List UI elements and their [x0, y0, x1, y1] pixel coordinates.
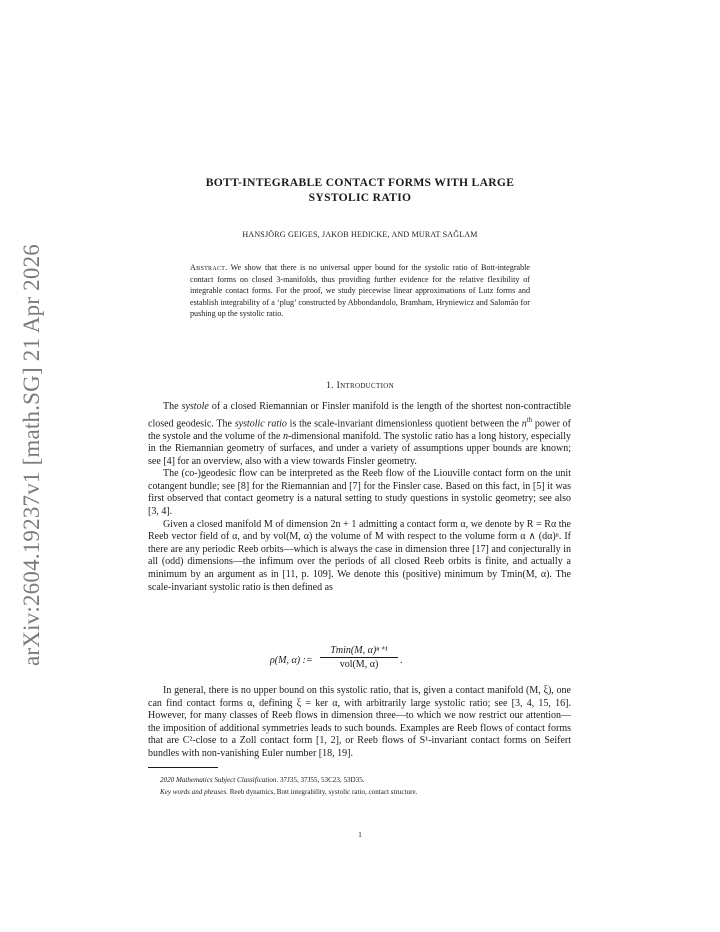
author-list: HANSJÖRG GEIGES, JAKOB HEDICKE, AND MURAT SAĞLAM [242, 230, 478, 239]
arxiv-identifier: arXiv:2604.19237v1 [math.SG] 21 Apr 2026 [19, 244, 44, 666]
abstract-text: We show that there is no universal upper bound for the systolic ratio of Bott-integrable contact forms on closed 3-manifolds, thus providing further evidence for the relative flexibility of integrable contact forms. For the proof, we study piecewise linear approximations of Lutz forms and establish integrability of a ‘plug’ constructed by Abbondandolo, Bramham, Hryniewicz and Salomão for pushing up the systolic ratio. [190, 263, 530, 319]
equation-fraction [320, 645, 398, 670]
paragraph-1: The systole of a closed Riemannian or Finsler manifold is the length of the shortest non-contractible closed geodesic. The systolic ratio is the scale-invariant dimensionless quotient between the $n^{th}$ power of the systole and the volume of the n-dimensional manifold. The systolic ratio has a long history, especially in the Riemannian geometry of surfaces, and under a variety of assumptions upper bounds are known; see [4] for an overview, also with a view towards Finsler geometry. [148, 401, 572, 467]
intro-paragraphs-bottom [148, 685, 571, 761]
title-line-2: SYSTOLIC RATIO [308, 191, 412, 204]
intro-paragraphs-top [148, 401, 571, 594]
equation-period: . [400, 655, 403, 666]
title-line-1: BOTT-INTEGRABLE CONTACT FORMS WITH LARGE [205, 176, 515, 189]
footnote-keywords: Key words and phrases. Reeb dynamics, Bott integrability, systolic ratio, contact structure. [160, 788, 418, 796]
section-heading-introduction: 1. Introduction [326, 380, 394, 391]
footnote-rule [148, 767, 218, 768]
systolic-ratio-equation [270, 645, 450, 677]
paragraph-3: Given a closed manifold M of dimension 2n + 1 admitting a contact form α, we denote by R = Rα the Reeb vector field of α, and by vol(M, α) the volume of M with respect to the volume form α ∧ (dα)ⁿ. If there are any periodic Reeb orbits—which is always the case in dimension three [17] and conjecturally in all (odd) dimensions—the infimum over the periods of all closed Reeb orbits is finite, and actually a minimum by an argument as in [11, p. 109]. We denote this (positive) minimum by Tmin(M, α). The scale-invariant systolic ratio is then defined as [148, 518, 571, 593]
abstract [190, 262, 530, 320]
paragraph-2: The (co-)geodesic flow can be interpreted as the Reeb flow of the Liouville contact form on the unit cotangent bundle; see [8] for the Riemannian and [7] for the Finsler case. Based on this fact, in [5] it was first observed that contact geometry is a natural setting to study questions in systolic geometry; see also [3, 4]. [148, 468, 571, 518]
arxiv-sidebar-stamp [8, 245, 56, 665]
abstract-label: Abstract. [190, 263, 228, 272]
paragraph-4: In general, there is no upper bound on this systolic ratio, that is, given a contact manifold (M, ξ), one can find contact forms α, defining ξ = ker α, with arbitrarily large systolic ratio; see [3, 4, 15, 16]. However, for many classes of Reeb flows in dimension three—to which we now restrict our attention—the imposition of additional symmetries leads to such bounds. Examples are Reeb flows of contact forms that are C²-close to a Zoll contact form [1, 2], or Reeb flows of S¹-invariant contact forms on Seifert bundles with non-vanishing Euler number [18, 19]. [148, 685, 571, 759]
equation-lhs: ρ(M, α) := [270, 655, 313, 666]
paper-title [150, 175, 570, 205]
footnote-msc: 2020 Mathematics Subject Classification. 37J35, 37J55, 53C23, 53D35. [160, 776, 365, 784]
footnotes [160, 774, 570, 798]
page-number: 1 [358, 830, 362, 839]
equation-numerator: Tmin(M, α)ⁿ⁺¹ [330, 645, 388, 656]
equation-denominator: vol(M, α) [339, 659, 379, 670]
